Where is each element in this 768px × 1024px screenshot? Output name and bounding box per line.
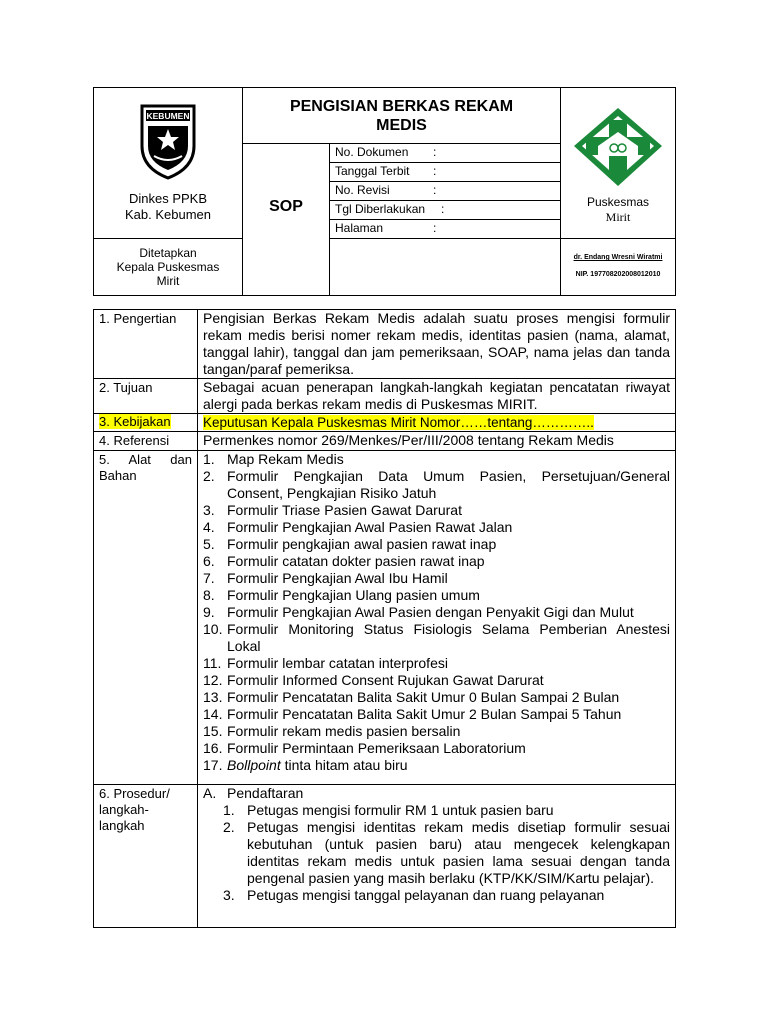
kebijakan-text: Keputusan Kepala Puskesmas Mirit Nomor……tentang………….. bbox=[203, 415, 594, 430]
row-alat-bahan bbox=[94, 451, 676, 785]
meta-key: Tanggal Terbit bbox=[335, 164, 410, 178]
row-tujuan bbox=[94, 379, 676, 414]
row-pengertian bbox=[94, 310, 676, 379]
list-item-number: 8. bbox=[203, 587, 215, 603]
list-item-text: Formulir Pengkajian Data Umum Pasien, Persetujuan/General Consent, Pengkajian Risiko Jatuh bbox=[227, 468, 670, 501]
list-item-number: 10. bbox=[203, 621, 223, 637]
list-item-number: 3. bbox=[223, 887, 235, 903]
section-label: 4. Referensi bbox=[94, 432, 198, 451]
prosedur-cell bbox=[198, 785, 676, 928]
org-line1: Dinkes PPKB bbox=[128, 191, 208, 206]
row-kebijakan bbox=[94, 414, 676, 432]
list-item-number: 11. bbox=[203, 655, 222, 671]
list-item-number: 16. bbox=[203, 740, 223, 756]
org-line2: Kab. Kebumen bbox=[124, 207, 211, 222]
list-item bbox=[203, 672, 670, 689]
list-item-text: Formulir rekam medis pasien bersalin bbox=[227, 723, 461, 739]
meta-key: Tgl Diberlakukan bbox=[335, 202, 426, 216]
meta-sep: : bbox=[433, 183, 437, 197]
list-item bbox=[203, 519, 670, 536]
list-item bbox=[203, 740, 670, 757]
list-item-text: Formulir Monitoring Status Fisiologis Selama Pemberian Anestesi Lokal bbox=[227, 621, 670, 654]
list-item-number: 4. bbox=[203, 519, 215, 535]
section-text: Sebagai acuan penerapan langkah-langkah kegiatan pencatatan riwayat alergi pada berkas rekam medis di Puskesmas MIRIT. bbox=[198, 379, 676, 414]
row-prosedur bbox=[94, 785, 676, 928]
meta-row bbox=[330, 163, 560, 182]
list-item-number: 3. bbox=[203, 502, 215, 518]
puskesmas-logo-icon bbox=[572, 106, 664, 188]
signer-nip: NIP. 197708202008012010 bbox=[575, 271, 661, 278]
list-item bbox=[203, 604, 670, 621]
list-item-number: 15. bbox=[203, 723, 223, 739]
list-item bbox=[203, 723, 670, 740]
list-item-number: 12. bbox=[203, 672, 223, 688]
prosedur-list bbox=[203, 802, 670, 904]
list-item-text: Formulir Informed Consent Rujukan Gawat Darurat bbox=[227, 672, 544, 688]
meta-key: Halaman bbox=[335, 221, 384, 235]
org-cell bbox=[94, 88, 243, 239]
meta-row bbox=[330, 144, 560, 163]
kebumen-logo-icon bbox=[138, 102, 198, 180]
list-item-text: Formulir pengkajian awal pasien rawat inap bbox=[227, 536, 497, 552]
list-item bbox=[223, 887, 670, 904]
list-item bbox=[203, 706, 670, 723]
header-table bbox=[93, 87, 676, 296]
list-item bbox=[203, 536, 670, 553]
list-item bbox=[203, 570, 670, 587]
meta-sep: : bbox=[433, 221, 437, 235]
list-item-number: 5. bbox=[203, 536, 215, 552]
doc-title-line1: PENGISIAN BERKAS REKAM bbox=[289, 97, 514, 115]
meta-row bbox=[330, 220, 560, 238]
list-item-number: 7. bbox=[203, 570, 215, 586]
list-item bbox=[203, 468, 670, 502]
list-item-text: tinta hitam atau biru bbox=[280, 757, 408, 773]
puskesmas-cell bbox=[561, 88, 676, 239]
list-item-text: Formulir Pencatatan Balita Sakit Umur 2 Bulan Sampai 5 Tahun bbox=[227, 706, 622, 722]
list-item-number: 1. bbox=[223, 802, 235, 818]
meta-cell bbox=[330, 144, 561, 239]
signer-cell bbox=[561, 239, 676, 296]
list-item-text: Formulir Pengkajian Ulang pasien umum bbox=[227, 587, 480, 603]
list-item-text: Petugas mengisi formulir RM 1 untuk pasien baru bbox=[247, 802, 554, 818]
list-item bbox=[203, 553, 670, 570]
meta-sep: : bbox=[433, 145, 437, 159]
list-item-text: Map Rekam Medis bbox=[227, 451, 344, 467]
section-text bbox=[198, 414, 676, 432]
prosedur-heading-letter: A. bbox=[203, 785, 217, 801]
section-text: Pengisian Berkas Rekam Medis adalah suatu proses mengisi formulir rekam medis berisi nomer rekam medis, identitas pasien (nama, alamat, tanggal lahir), tanggal dan jam pemeriksaan, SOAP, nama jelas dan tanda tangan/paraf pemeriksa. bbox=[198, 310, 676, 379]
list-item-text: Formulir Pencatatan Balita Sakit Umur 0 Bulan Sampai 2 Bulan bbox=[227, 689, 620, 705]
sop-content-table bbox=[93, 309, 676, 928]
list-item-text: Formulir catatan dokter pasien rawat inap bbox=[227, 553, 485, 569]
ditetapkan-line3: Mirit bbox=[156, 274, 180, 288]
title-cell bbox=[243, 88, 561, 144]
sop-cell bbox=[243, 144, 330, 296]
meta-row bbox=[330, 201, 560, 220]
list-item bbox=[223, 819, 670, 887]
list-item-number: 2. bbox=[223, 819, 235, 835]
signature-blank-cell bbox=[330, 239, 561, 296]
alat-list-cell bbox=[198, 451, 676, 785]
list-item-italic: Bollpoint bbox=[227, 757, 281, 773]
list-item-number: 6. bbox=[203, 553, 215, 569]
list-item bbox=[203, 689, 670, 706]
prosedur-heading bbox=[203, 785, 670, 802]
section-label bbox=[94, 414, 198, 432]
list-item bbox=[203, 502, 670, 519]
list-item-text: Formulir Pengkajian Awal Pasien Rawat Jalan bbox=[227, 519, 513, 535]
meta-sep: : bbox=[441, 202, 445, 216]
list-item bbox=[203, 451, 670, 468]
row-referensi bbox=[94, 432, 676, 451]
puskesmas-line1: Puskesmas bbox=[587, 195, 650, 209]
section-label: 2. Tujuan bbox=[94, 379, 198, 414]
section-label: 1. Pengertian bbox=[94, 310, 198, 379]
list-item-text: Petugas mengisi identitas rekam medis disetiap formulir sesuai kebutuhan (untuk pasien baru) atau mengecek kelengkapan identitas rekam medis untuk pasien lama sesuai dengan tanda pengenal pasien yang masih berlaku (KTP/KK/SIM/Kartu pelajar). bbox=[247, 819, 670, 886]
signer-name: dr. Endang Wresni Wiratmi bbox=[573, 254, 663, 261]
list-item bbox=[203, 655, 670, 672]
list-item-number: 2. bbox=[203, 468, 215, 484]
meta-row bbox=[330, 182, 560, 201]
list-item-number: 1. bbox=[203, 451, 215, 467]
list-item-text: Formulir Pengkajian Awal Pasien dengan Penyakit Gigi dan Mulut bbox=[227, 604, 634, 620]
prosedur-heading-text: Pendaftaran bbox=[227, 785, 304, 801]
puskesmas-line2: Mirit bbox=[605, 210, 631, 224]
list-item-number: 17. bbox=[203, 757, 223, 773]
ditetapkan-cell bbox=[94, 239, 243, 296]
list-item-text: Formulir Pengkajian Awal Ibu Hamil bbox=[227, 570, 448, 586]
kebijakan-label: 3. Kebijakan bbox=[99, 414, 171, 429]
list-item-number: 14. bbox=[203, 706, 223, 722]
list-item-text: Formulir Permintaan Pemeriksaan Laboratorium bbox=[227, 740, 526, 756]
meta-key: No. Dokumen bbox=[335, 145, 409, 159]
logo-text: KEBUMEN bbox=[146, 111, 190, 121]
meta-key: No. Revisi bbox=[335, 183, 390, 197]
list-item bbox=[223, 802, 670, 819]
meta-sep: : bbox=[433, 164, 437, 178]
alat-list-last bbox=[203, 757, 670, 774]
list-item bbox=[203, 587, 670, 604]
ditetapkan-line2: Kepala Puskesmas bbox=[116, 260, 220, 274]
sop-label: SOP bbox=[269, 197, 303, 215]
list-item bbox=[203, 621, 670, 655]
list-item-text: Formulir Triase Pasien Gawat Darurat bbox=[227, 502, 462, 518]
alat-list bbox=[203, 451, 670, 757]
section-label: 6. Prosedur/ langkah-langkah bbox=[94, 785, 198, 928]
ditetapkan-line1: Ditetapkan bbox=[139, 246, 197, 260]
section-text: Permenkes nomor 269/Menkes/Per/III/2008 tentang Rekam Medis bbox=[198, 432, 676, 451]
list-item-text: Petugas mengisi tanggal pelayanan dan ruang pelayanan bbox=[247, 887, 605, 903]
list-item-number: 13. bbox=[203, 689, 223, 705]
list-item-text: Formulir lembar catatan interprofesi bbox=[227, 655, 448, 671]
list-item-number: 9. bbox=[203, 604, 215, 620]
section-label: 5. Alat dan Bahan bbox=[94, 451, 198, 785]
doc-title-line2: MEDIS bbox=[376, 116, 427, 134]
list-item bbox=[203, 757, 670, 774]
